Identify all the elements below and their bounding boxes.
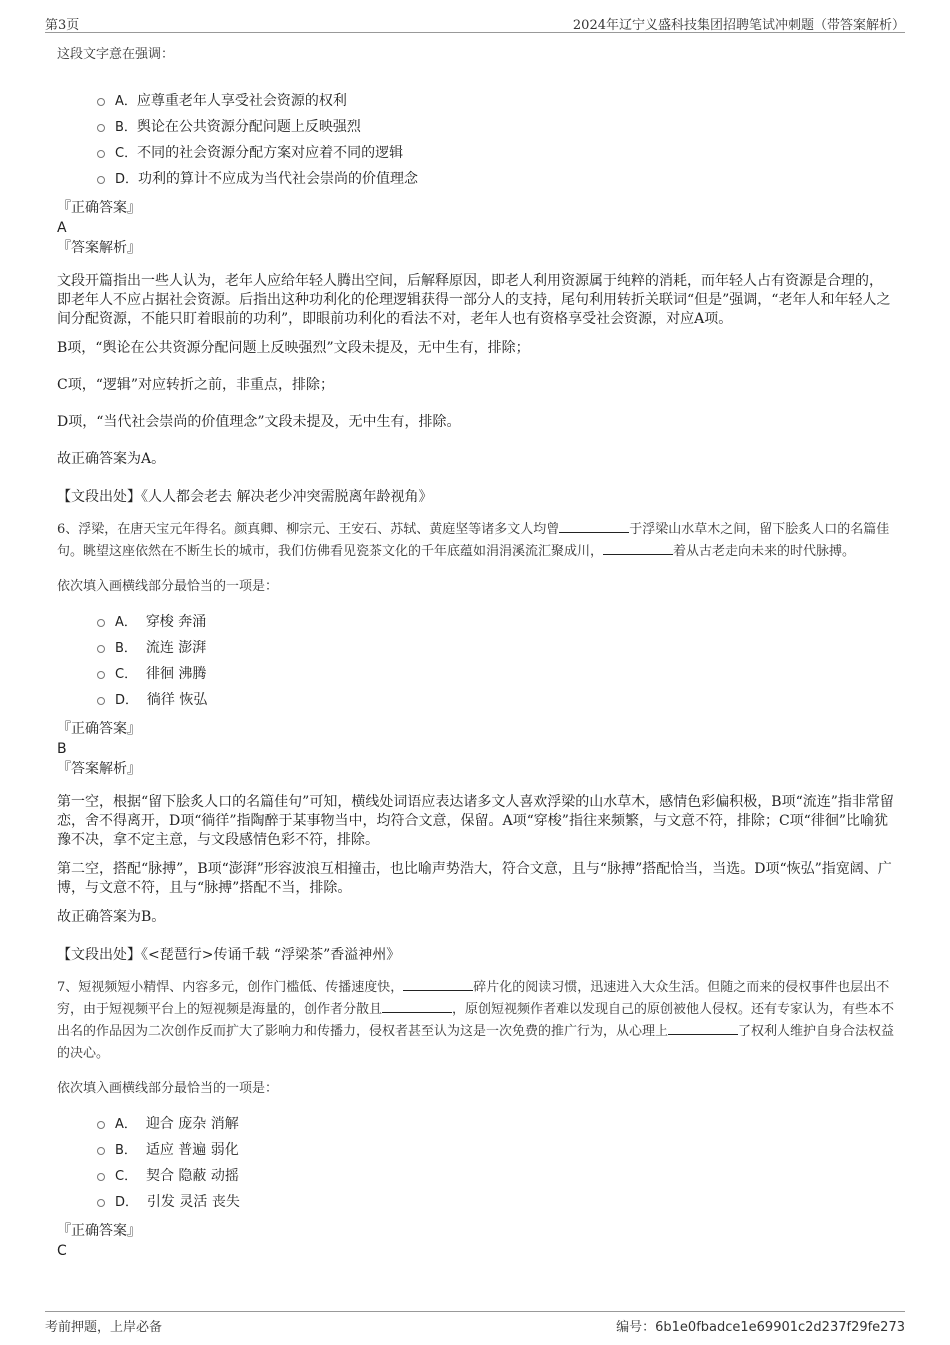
- radio-icon[interactable]: [97, 150, 105, 158]
- q6-source: 【文段出处】《<琵琶行>传诵千载 “浮梁茶”香溢神州》: [57, 947, 401, 963]
- q6-analysis-paragraph: 故正确答案为B。: [57, 909, 166, 925]
- option-letter: A．: [115, 94, 137, 109]
- option-text: 舆论在公共资源分配问题上反映强烈: [136, 119, 361, 135]
- option-text: 不同的社会资源分配方案对应着不同的逻辑: [137, 145, 404, 161]
- q6-analysis-paragraph: 第一空，根据“留下脍炙人口的名篇佳句”可知，横线处词语应表达诸多文人喜欢浮梁的山水草木，感情色彩偏积极，B项“流连”指非常留恋，舍不得离开，D项“徜徉”指陶醉于某事物当中，均符合文意，保留。A项“穿梭”指往来频繁，与文意不符，排除；C项“徘徊”比喻犹豫不决，拿不定主意，与文段感情色彩不符，排除。: [57, 794, 894, 848]
- q5-source: 【文段出处】《人人都会老去 解决老少冲突需脱离年龄视角》: [57, 489, 433, 505]
- q6-stem-part: 6、浮梁，在唐天宝元年得名。颜真卿、柳宗元、王安石、苏轼、黄庭坚等诸多文人均曾: [57, 522, 560, 537]
- option-text: 应尊重老年人享受社会资源的权利: [136, 93, 347, 109]
- option-letter: D．: [115, 1195, 139, 1210]
- q5-analysis-paragraph: 文段开篇指出一些人认为，老年人应给年轻人腾出空间，后解释原因，即老人利用资源属于纯粹的消耗，而年轻人占有资源是合理的，即老年人不应占据社会资源。后指出这种功利化的伦理逻辑获得一部分人的支持，尾句利用转折关联词“但是”强调，“老年人和年轻人之间分配资源，不能只盯着眼前的功利”，即眼前功利化的看法不对，老年人也有资格享受社会资源，对应A项。: [57, 273, 891, 327]
- option-letter: B．: [115, 641, 137, 656]
- q5-prompt: 这段文字意在强调：: [57, 47, 175, 62]
- option-letter: D．: [115, 172, 139, 187]
- q6-stem-part: 着从古老走向未来的时代脉搏。: [673, 544, 856, 559]
- radio-icon[interactable]: [97, 671, 105, 679]
- document-title: 2024年辽宁义盛科技集团招聘笔试冲刺题（带答案解析）: [572, 18, 905, 33]
- radio-icon[interactable]: [97, 1121, 105, 1129]
- code-label: 编号：: [616, 1320, 656, 1335]
- fill-blank: [559, 519, 629, 533]
- option-text: 流连 澎湃: [145, 640, 207, 656]
- option-letter: A．: [115, 615, 137, 630]
- q7-answer: C: [57, 1243, 67, 1259]
- option-text: 适应 普遍 弱化: [145, 1142, 239, 1158]
- radio-icon[interactable]: [97, 1173, 105, 1181]
- option-letter: B．: [115, 120, 137, 135]
- option-text: 穿梭 奔涌: [145, 614, 207, 630]
- q7-option-c[interactable]: [97, 1163, 895, 1189]
- q5-answer: A: [57, 220, 67, 236]
- radio-icon[interactable]: [97, 619, 105, 627]
- q7-prompt: 依次填入画横线部分最恰当的一项是：: [57, 1081, 279, 1096]
- option-letter: A．: [115, 1117, 137, 1132]
- fill-blank: [603, 541, 673, 555]
- q6-analysis-label: 『答案解析』: [57, 761, 141, 777]
- q5-option-b[interactable]: [97, 114, 895, 140]
- q7-option-d[interactable]: [97, 1189, 895, 1215]
- fill-blank: [382, 999, 452, 1013]
- q5-option-c[interactable]: [97, 140, 895, 166]
- option-letter: B．: [115, 1143, 137, 1158]
- q7-stem-part: 碎片化的阅读习惯，迅速进入大众生活。但随之而来的侵权事件也层出不穷，由于短视频平台上的短视频是海量的，创作者分散且: [57, 980, 890, 1017]
- q6-stem-part: 于浮梁山水草木之间，留下脍炙人口的名篇佳句。眺望这座依然在不断生长的城市，我们仿佛看见瓷茶文化的千年底蕴如涓涓溪流汇聚成川，: [57, 522, 890, 559]
- fill-blank: [668, 1021, 738, 1035]
- page-header: [45, 12, 905, 33]
- fill-blank: [403, 977, 473, 991]
- option-text: 迎合 庞杂 消解: [145, 1116, 239, 1132]
- q6-option-c[interactable]: [97, 661, 895, 687]
- q7-options: [97, 1111, 895, 1215]
- q7-answer-label: 『正确答案』: [57, 1223, 141, 1239]
- q5-options: [97, 88, 895, 192]
- option-letter: C．: [115, 667, 138, 682]
- q6-options: [97, 609, 895, 713]
- option-text: 功利的算计不应成为当代社会崇尚的价值理念: [138, 171, 419, 187]
- option-text: 引发 灵活 丧失: [146, 1194, 240, 1210]
- q6-answer-label: 『正确答案』: [57, 721, 141, 737]
- q7-option-b[interactable]: [97, 1137, 895, 1163]
- q5-option-a[interactable]: [97, 88, 895, 114]
- option-letter: C．: [115, 146, 138, 161]
- page-content: [57, 44, 895, 1261]
- q5-answer-label: 『正确答案』: [57, 200, 141, 216]
- q6-prompt: 依次填入画横线部分最恰当的一项是：: [57, 579, 279, 594]
- radio-icon[interactable]: [97, 1199, 105, 1207]
- q5-analysis-paragraph: D项，“当代社会崇尚的价值理念”文段未提及，无中生有，排除。: [57, 414, 461, 430]
- radio-icon[interactable]: [97, 645, 105, 653]
- option-text: 徘徊 沸腾: [145, 666, 207, 682]
- q6-option-a[interactable]: [97, 609, 895, 635]
- option-text: 契合 隐蔽 动摇: [145, 1168, 239, 1184]
- q7-stem-part: ，原创短视频作者难以发现自己的原创被他人侵权。还有专家认为，有些本不出名的作品因为二次创作反而扩大了影响力和传播力，侵权者甚至认为这是一次免费的推广行为，从心理上: [57, 1002, 895, 1039]
- q6-option-b[interactable]: [97, 635, 895, 661]
- document-code: [616, 1316, 905, 1335]
- q5-option-d[interactable]: [97, 166, 895, 192]
- q6-option-d[interactable]: [97, 687, 895, 713]
- q7-stem-part: 了权利人维护自身合法权益的决心。: [57, 1024, 895, 1061]
- q7-stem-part: 7、短视频短小精悍、内容多元，创作门槛低、传播速度快，: [57, 980, 404, 995]
- q5-analysis-paragraph: C项，“逻辑”对应转折之前，非重点，排除；: [57, 377, 335, 393]
- q5-analysis-paragraph: B项，“舆论在公共资源分配问题上反映强烈”文段未提及，无中生有，排除；: [57, 340, 530, 356]
- code-value: 6b1e0fbadce1e69901c2d237f29fe273: [655, 1320, 905, 1335]
- radio-icon[interactable]: [97, 98, 105, 106]
- q5-analysis-paragraph: 故正确答案为A。: [57, 451, 166, 467]
- radio-icon[interactable]: [97, 124, 105, 132]
- q6-analysis-paragraph: 第二空，搭配“脉搏”，B项“澎湃”形容波浪互相撞击，也比喻声势浩大，符合文意，且与“脉搏”搭配恰当，当选。D项“恢弘”指宽阔、广博，与文意不符，且与“脉搏”搭配不当，排除。: [57, 861, 892, 896]
- option-text: 徜徉 恢弘: [146, 692, 208, 708]
- radio-icon[interactable]: [97, 697, 105, 705]
- radio-icon[interactable]: [97, 176, 105, 184]
- option-letter: C．: [115, 1169, 138, 1184]
- option-letter: D．: [115, 693, 139, 708]
- q7-stem: [57, 977, 895, 1065]
- radio-icon[interactable]: [97, 1147, 105, 1155]
- q7-option-a[interactable]: [97, 1111, 895, 1137]
- q6-answer: B: [57, 741, 67, 757]
- page-footer: [45, 1311, 905, 1338]
- q6-stem: [57, 519, 895, 563]
- footer-note: 考前押题，上岸必备: [45, 1320, 163, 1335]
- q5-analysis-label: 『答案解析』: [57, 240, 141, 256]
- page-number: 第3页: [45, 18, 80, 33]
